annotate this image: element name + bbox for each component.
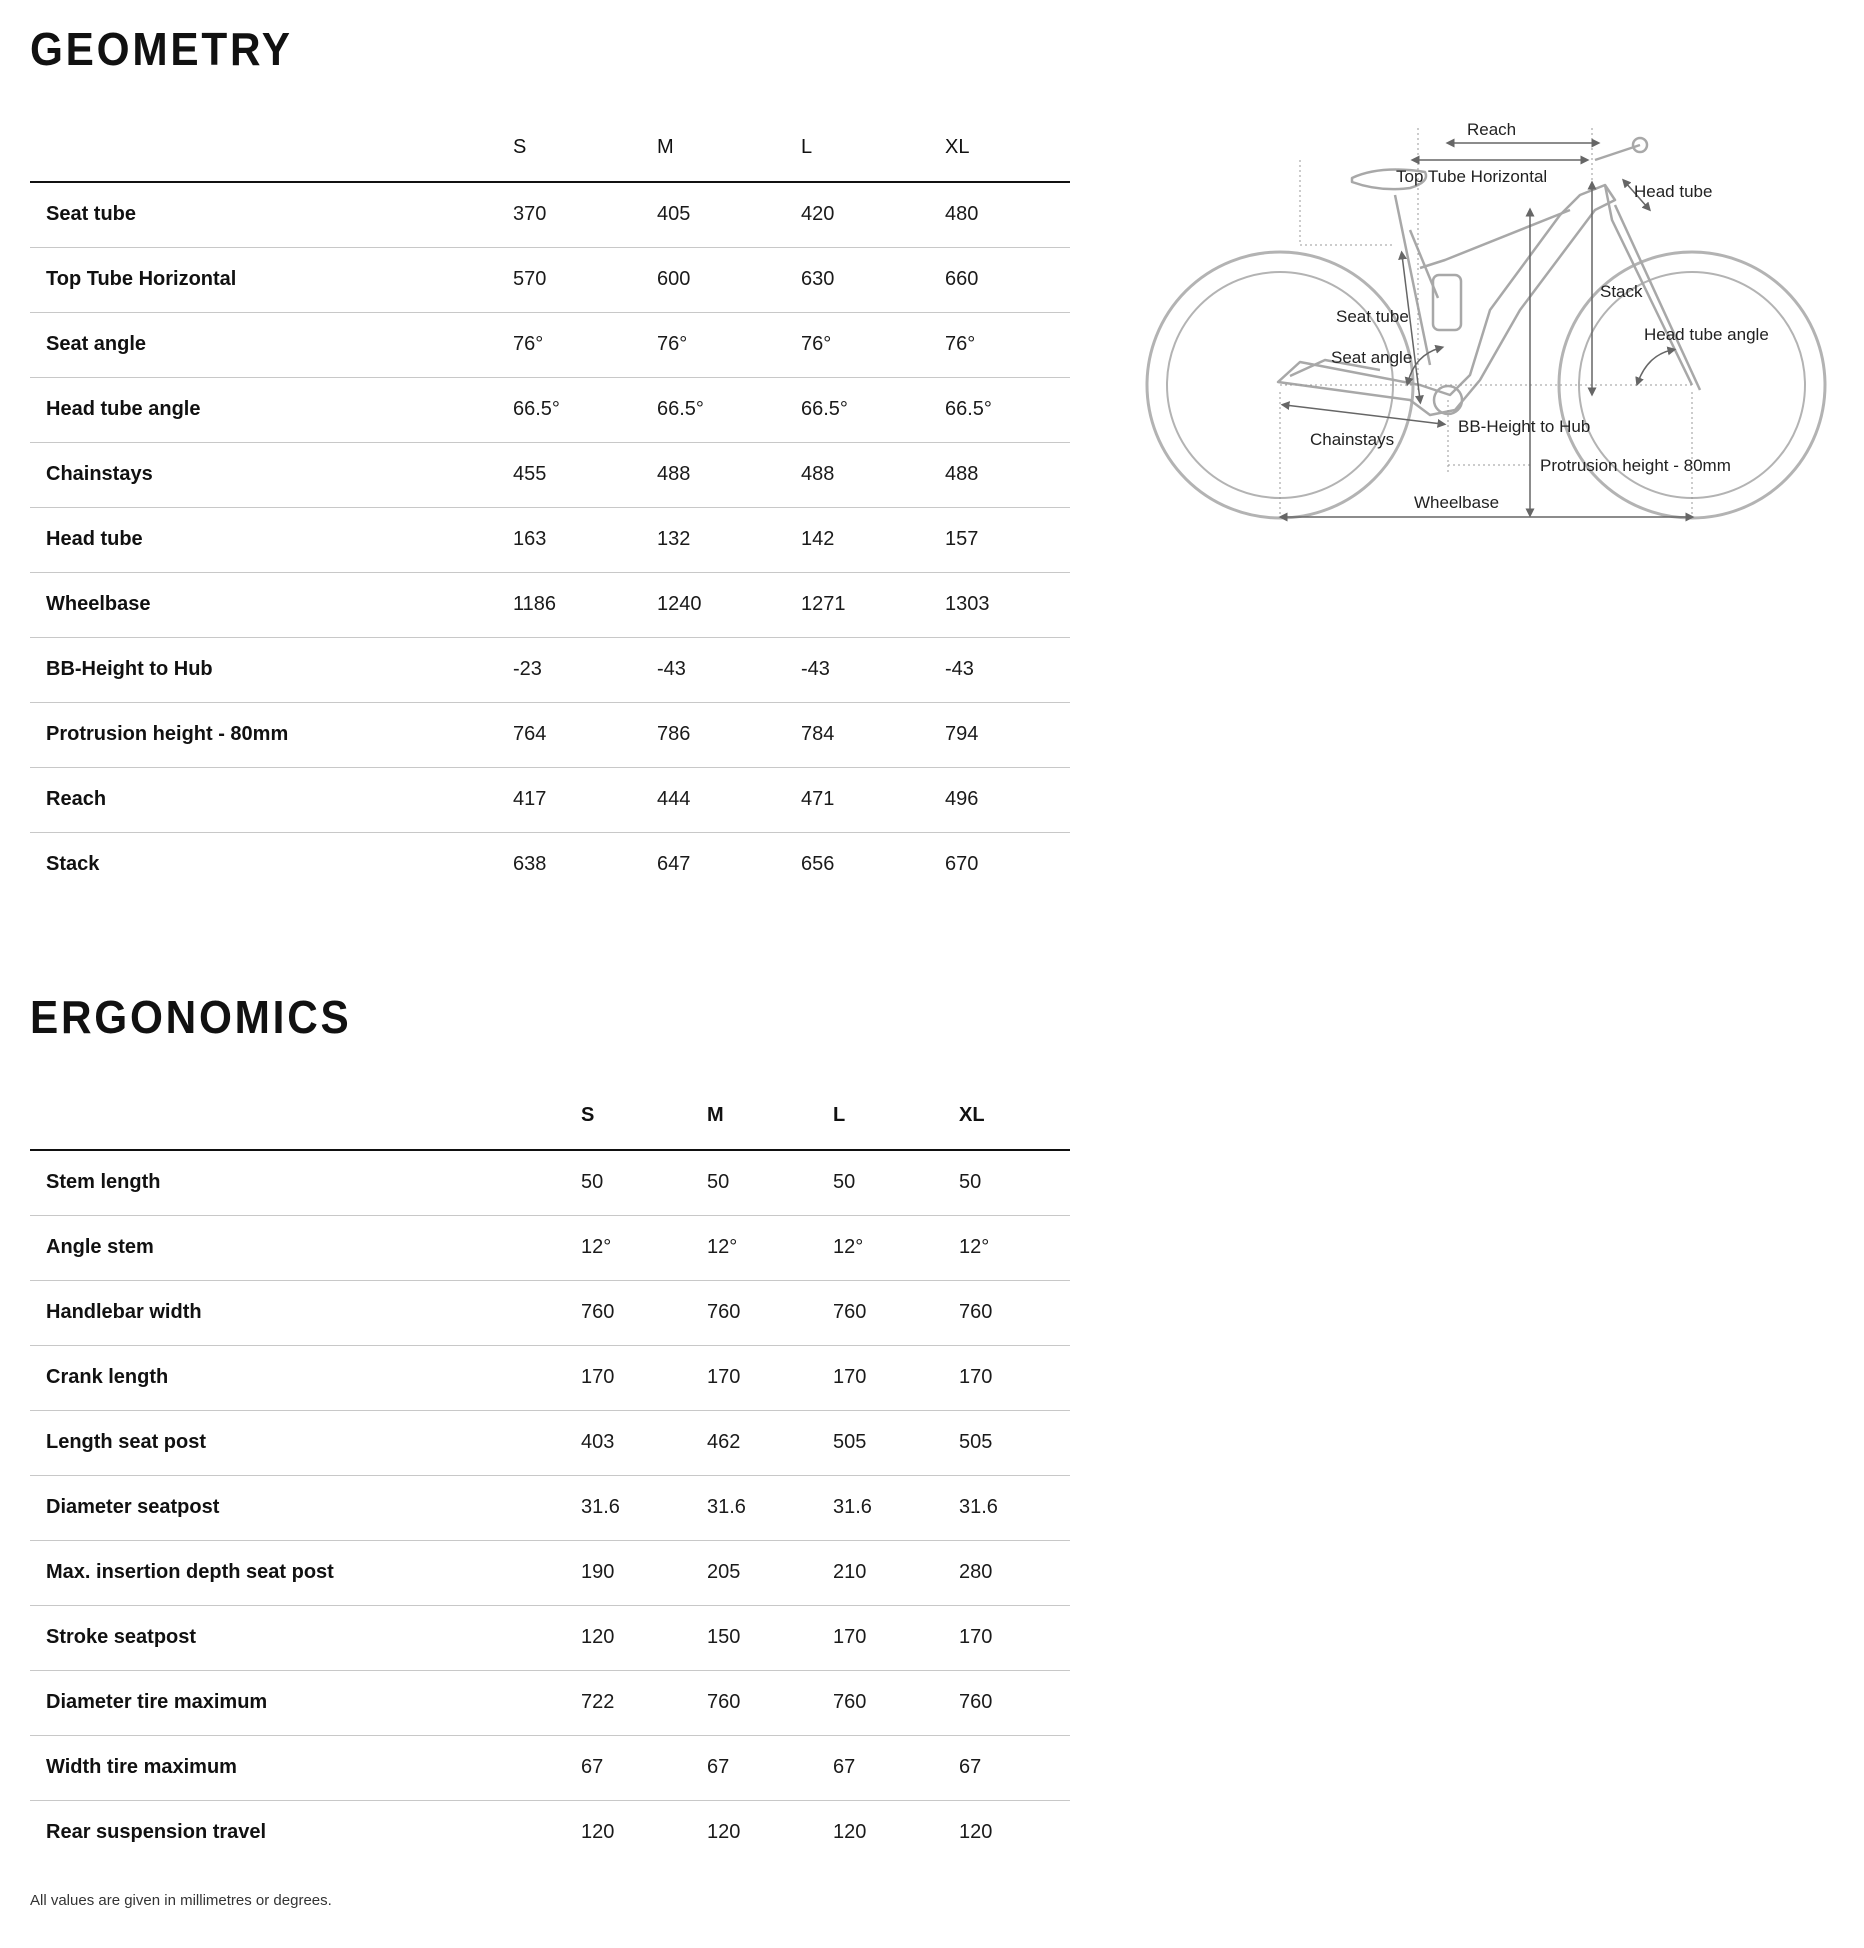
diagram-label-reach: Reach	[1467, 120, 1517, 139]
table-cell: 471	[801, 767, 945, 832]
table-cell: 170	[707, 1345, 833, 1410]
table-row	[30, 1475, 1070, 1540]
geometry-size-l: L	[801, 114, 945, 182]
row-label: Angle stem	[30, 1215, 581, 1280]
geometry-size-m: M	[657, 114, 801, 182]
table-cell: 722	[581, 1670, 707, 1735]
table-cell: 760	[833, 1670, 959, 1735]
ergonomics-table	[30, 1082, 1070, 1865]
table-cell: 760	[959, 1280, 1070, 1345]
table-cell: 420	[801, 182, 945, 247]
table-row	[30, 377, 1070, 442]
ergonomics-title: ERGONOMICS	[30, 991, 352, 1043]
diagram-label-head-tube-angle: Head tube angle	[1644, 325, 1769, 344]
diagram-label-wheelbase: Wheelbase	[1414, 493, 1500, 512]
table-row	[30, 507, 1070, 572]
table-cell: 647	[657, 853, 691, 876]
diagram-label-bb-height: BB-Height to Hub	[1458, 417, 1591, 436]
row-label: Crank length	[30, 1345, 581, 1410]
table-cell: 1271	[801, 572, 945, 637]
table-cell: 570	[513, 247, 657, 312]
table-cell: 120	[833, 1821, 867, 1844]
table-cell: 66.5°	[513, 377, 657, 442]
table-cell: 370	[513, 182, 657, 247]
table-row	[30, 1540, 1070, 1605]
table-cell: 488	[945, 442, 1070, 507]
table-cell: 760	[833, 1280, 959, 1345]
table-cell: 67	[581, 1735, 707, 1800]
table-row	[30, 637, 1070, 702]
table-cell: 157	[945, 507, 1070, 572]
table-cell: 170	[833, 1345, 959, 1410]
table-cell: 488	[657, 442, 801, 507]
table-cell: 496	[945, 767, 1070, 832]
bike-geometry-diagram	[1140, 110, 1830, 530]
table-cell: 462	[707, 1410, 833, 1475]
table-cell: 280	[959, 1540, 1070, 1605]
ergonomics-size-l: L	[833, 1082, 959, 1150]
table-row	[30, 1345, 1070, 1410]
table-cell: 417	[513, 767, 657, 832]
table-cell: 50	[833, 1150, 959, 1215]
row-label: Handlebar width	[30, 1280, 581, 1345]
table-row	[30, 312, 1070, 377]
row-label: Stack	[46, 853, 100, 876]
table-cell: 764	[513, 702, 657, 767]
table-cell: 120	[959, 1821, 993, 1844]
row-label: Length seat post	[30, 1410, 581, 1475]
table-row	[30, 1735, 1070, 1800]
table-cell: 760	[959, 1670, 1070, 1735]
table-cell: 210	[833, 1540, 959, 1605]
table-cell: 170	[959, 1345, 1070, 1410]
table-cell: 1240	[657, 572, 801, 637]
row-label: Head tube angle	[30, 377, 513, 442]
table-cell: 31.6	[833, 1475, 959, 1540]
ergonomics-size-s: S	[581, 1082, 707, 1150]
table-cell: 120	[581, 1821, 615, 1844]
table-cell: 31.6	[959, 1475, 1070, 1540]
table-cell: 163	[513, 507, 657, 572]
table-cell: 170	[833, 1605, 959, 1670]
diagram-label-protrusion-height: Protrusion height - 80mm	[1540, 456, 1731, 475]
row-label: Seat angle	[30, 312, 513, 377]
table-cell: 150	[707, 1605, 833, 1670]
table-cell: 488	[801, 442, 945, 507]
table-row	[30, 832, 1070, 897]
table-cell: -23	[513, 637, 657, 702]
table-row	[30, 182, 1070, 247]
ergonomics-size-m: M	[707, 1082, 833, 1150]
table-cell: 600	[657, 247, 801, 312]
table-cell: 760	[707, 1670, 833, 1735]
table-cell: -43	[801, 637, 945, 702]
row-label: Wheelbase	[30, 572, 513, 637]
table-cell: 12°	[833, 1215, 959, 1280]
table-cell: 656	[801, 853, 835, 876]
table-cell: 67	[833, 1735, 959, 1800]
table-cell: 50	[959, 1150, 1070, 1215]
table-cell: 784	[801, 702, 945, 767]
geometry-header-row	[30, 114, 1070, 182]
table-row	[30, 702, 1070, 767]
diagram-label-stack: Stack	[1600, 282, 1643, 301]
table-row	[30, 1800, 1070, 1865]
row-label: Protrusion height - 80mm	[30, 702, 513, 767]
row-label: Top Tube Horizontal	[30, 247, 513, 312]
table-cell: 12°	[581, 1215, 707, 1280]
row-label: Width tire maximum	[30, 1735, 581, 1800]
table-cell: 12°	[959, 1215, 1070, 1280]
row-label: Max. insertion depth seat post	[30, 1540, 581, 1605]
table-cell: 76°	[801, 312, 945, 377]
table-cell: 630	[801, 247, 945, 312]
geometry-title: GEOMETRY	[30, 23, 293, 75]
row-label: BB-Height to Hub	[30, 637, 513, 702]
table-cell: 638	[513, 853, 547, 876]
table-cell: 66.5°	[945, 377, 1070, 442]
table-row	[30, 1605, 1070, 1670]
table-cell: 67	[707, 1735, 833, 1800]
table-cell: 455	[513, 442, 657, 507]
row-label: Reach	[30, 767, 513, 832]
table-cell: 50	[581, 1150, 707, 1215]
row-label: Stem length	[30, 1150, 581, 1215]
table-row	[30, 1150, 1070, 1215]
table-cell: 142	[801, 507, 945, 572]
table-row	[30, 1280, 1070, 1345]
table-cell: -43	[657, 637, 801, 702]
diagram-label-seat-tube: Seat tube	[1336, 307, 1409, 326]
row-label: Chainstays	[30, 442, 513, 507]
table-row	[30, 767, 1070, 832]
table-cell: 66.5°	[657, 377, 801, 442]
table-cell: 786	[657, 702, 801, 767]
table-cell: -43	[945, 637, 1070, 702]
table-cell: 405	[657, 182, 801, 247]
table-cell: 794	[945, 702, 1070, 767]
row-label: Rear suspension travel	[46, 1821, 267, 1844]
diagram-label-head-tube: Head tube	[1634, 182, 1713, 201]
table-cell: 76°	[945, 312, 1070, 377]
table-cell: 50	[707, 1150, 833, 1215]
table-row	[30, 1670, 1070, 1735]
table-cell: 444	[657, 767, 801, 832]
table-cell: 660	[945, 247, 1070, 312]
table-cell: 1303	[945, 572, 1070, 637]
units-footnote: All values are given in millimetres or degrees.	[30, 1892, 332, 1909]
table-cell: 67	[959, 1735, 1070, 1800]
table-cell: 132	[657, 507, 801, 572]
geometry-table	[30, 114, 1070, 897]
ergonomics-header-blank	[30, 1082, 581, 1150]
row-label: Diameter tire maximum	[30, 1670, 581, 1735]
table-cell: 170	[581, 1345, 707, 1410]
geometry-header-blank	[30, 114, 513, 182]
ergonomics-size-xl: XL	[959, 1082, 1070, 1150]
table-row	[30, 572, 1070, 637]
table-cell: 120	[707, 1821, 741, 1844]
table-cell: 403	[581, 1410, 707, 1475]
diagram-label-seat-angle: Seat angle	[1331, 348, 1413, 367]
diagram-label-chainstays: Chainstays	[1310, 430, 1395, 449]
table-row	[30, 247, 1070, 312]
table-cell: 12°	[707, 1215, 833, 1280]
table-cell: 31.6	[707, 1475, 833, 1540]
geometry-size-xl: XL	[945, 114, 1070, 182]
table-cell: 670	[945, 853, 979, 876]
table-cell: 120	[581, 1605, 707, 1670]
table-cell: 505	[833, 1410, 959, 1475]
row-label: Head tube	[30, 507, 513, 572]
ergonomics-header-row	[30, 1082, 1070, 1150]
row-label: Seat tube	[30, 182, 513, 247]
table-cell: 1186	[513, 572, 657, 637]
row-label: Diameter seatpost	[30, 1475, 581, 1540]
table-cell: 190	[581, 1540, 707, 1605]
table-cell: 205	[707, 1540, 833, 1605]
table-cell: 170	[959, 1605, 1070, 1670]
table-cell: 76°	[657, 312, 801, 377]
diagram-label-top-tube-horizontal: Top Tube Horizontal	[1396, 167, 1548, 186]
table-cell: 760	[581, 1280, 707, 1345]
table-row	[30, 442, 1070, 507]
table-cell: 66.5°	[801, 377, 945, 442]
table-cell: 505	[959, 1410, 1070, 1475]
table-cell: 760	[707, 1280, 833, 1345]
table-cell: 480	[945, 182, 1070, 247]
table-cell: 31.6	[581, 1475, 707, 1540]
row-label: Stroke seatpost	[30, 1605, 581, 1670]
table-row	[30, 1215, 1070, 1280]
geometry-size-s: S	[513, 114, 657, 182]
table-row	[30, 1410, 1070, 1475]
table-cell: 76°	[513, 312, 657, 377]
